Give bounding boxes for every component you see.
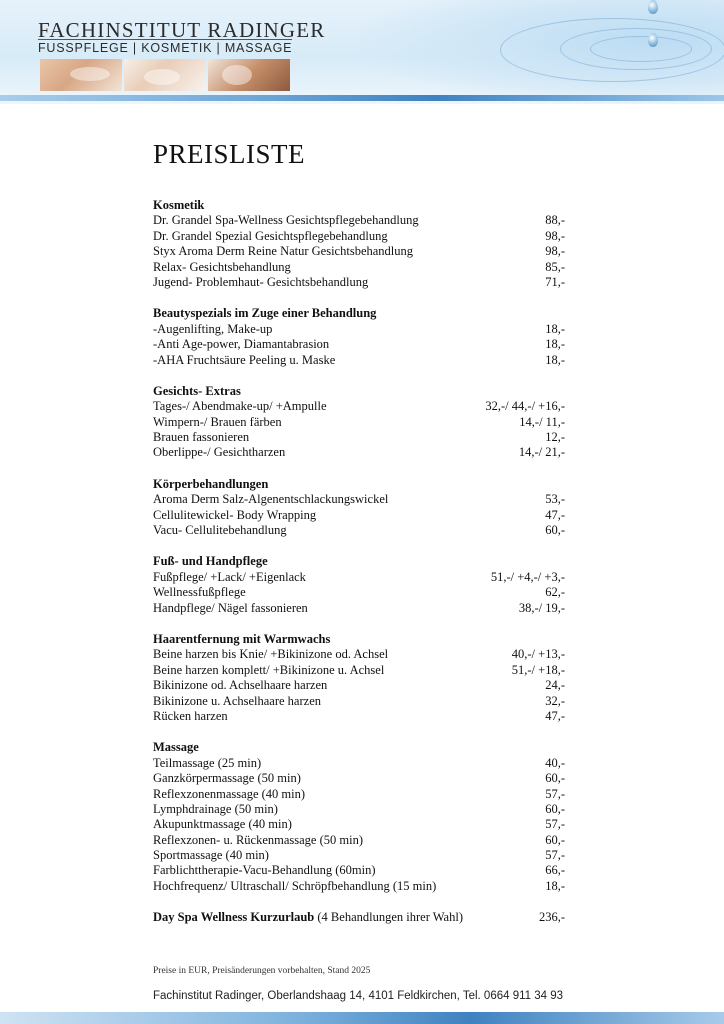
treatment-label: Bikinizone od. Achselhaare harzen xyxy=(153,678,328,693)
treatment-price: 32,-/ 44,-/ +16,- xyxy=(485,399,565,414)
treatment-price: 60,- xyxy=(545,771,565,786)
treatment-price: 18,- xyxy=(545,337,565,352)
water-ripple xyxy=(500,18,724,82)
price-section xyxy=(153,554,565,616)
treatment-price: 38,-/ 19,- xyxy=(518,600,565,615)
header-blue-band xyxy=(0,95,724,101)
footer-blue-band xyxy=(0,1012,724,1024)
treatment-label: -Anti Age-power, Diamantabrasion xyxy=(153,337,330,352)
section-heading: Beautyspezials im Zuge einer Behandlung xyxy=(153,306,377,321)
price-row xyxy=(153,663,565,678)
treatment-price: 66,- xyxy=(545,863,565,878)
brand-title: FACHINSTITUT RADINGER xyxy=(38,18,326,42)
price-row xyxy=(153,709,565,724)
price-row xyxy=(153,523,565,538)
treatment-price: 18,- xyxy=(545,352,565,367)
treatment-label: Beine harzen komplett/ +Bikinizone u. Achsel xyxy=(153,662,385,677)
price-row xyxy=(153,353,565,368)
day-spa-row xyxy=(153,910,565,925)
price-row xyxy=(153,771,565,786)
treatment-label: Handpflege/ Nägel fassonieren xyxy=(153,600,308,615)
treatment-label: Cellulitewickel- Body Wrapping xyxy=(153,507,317,522)
treatment-price: 14,-/ 11,- xyxy=(519,414,565,429)
price-row xyxy=(153,863,565,878)
section-heading: Kosmetik xyxy=(153,198,205,212)
header-banner xyxy=(0,0,724,104)
treatment-label: Bikinizone u. Achselhaare harzen xyxy=(153,693,321,708)
price-row xyxy=(153,213,565,228)
section-heading: Haarentfernung mit Warmwachs xyxy=(153,631,331,646)
price-row xyxy=(153,337,565,352)
treatment-label: Sportmassage (40 min) xyxy=(153,848,269,863)
price-row xyxy=(153,260,565,275)
price-row xyxy=(153,508,565,523)
treatment-price: 24,- xyxy=(545,678,565,693)
treatment-label: Fußpflege/ +Lack/ +Eigenlack xyxy=(153,569,306,584)
treatment-label: -Augenlifting, Make-up xyxy=(153,321,273,336)
treatment-price: 62,- xyxy=(545,585,565,600)
water-drop-icon xyxy=(648,0,658,14)
treatment-label: Tages-/ Abendmake-up/ +Ampulle xyxy=(153,399,327,414)
treatment-price: 18,- xyxy=(545,321,565,336)
facial-treatment-photo xyxy=(124,59,206,91)
treatment-price: 60,- xyxy=(545,832,565,847)
treatment-price: 57,- xyxy=(545,848,565,863)
treatment-price: 98,- xyxy=(545,244,565,259)
day-spa-description: (4 Behandlungen ihrer Wahl) xyxy=(314,910,463,925)
page-title: PREISLISTE xyxy=(153,139,306,169)
price-section xyxy=(153,306,565,368)
treatment-label: Styx Aroma Derm Reine Natur Gesichtsbehandlung xyxy=(153,244,414,259)
section-heading: Massage xyxy=(153,740,199,755)
price-row xyxy=(153,399,565,414)
price-row xyxy=(153,229,565,244)
contact-address: Fachinstitut Radinger, Oberlandshaag 14, 4101 Feldkirchen, Tel. 0664 911 34 93 xyxy=(153,990,564,1002)
day-spa-price: 236,- xyxy=(538,910,565,925)
treatment-price: 98,- xyxy=(545,228,565,243)
treatment-price: 57,- xyxy=(545,786,565,801)
treatment-price: 85,- xyxy=(545,259,565,274)
price-row xyxy=(153,802,565,817)
treatment-price: 51,-/ +18,- xyxy=(511,662,565,677)
treatment-price: 32,- xyxy=(545,693,565,708)
treatment-label: Farblichttherapie-Vacu-Behandlung (60min) xyxy=(153,863,376,878)
treatment-price: 60,- xyxy=(545,523,565,538)
treatment-label: Teilmassage (25 min) xyxy=(153,755,262,770)
price-row xyxy=(153,585,565,600)
price-list xyxy=(153,198,565,926)
treatment-price: 51,-/ +4,-/ +3,- xyxy=(490,569,565,584)
treatment-label: Relax- Gesichtsbehandlung xyxy=(153,259,291,274)
treatment-label: Dr. Grandel Spezial Gesichtspflegebehandlung xyxy=(153,228,388,243)
treatment-price: 71,- xyxy=(545,274,565,289)
treatment-label: Akupunktmassage (40 min) xyxy=(153,817,292,832)
price-footnote: Preise in EUR, Preisänderungen vorbehalten, Stand 2025 xyxy=(153,966,371,976)
price-row xyxy=(153,879,565,894)
treatment-label: Ganzkörpermassage (50 min) xyxy=(153,771,301,786)
treatment-price: 40,-/ +13,- xyxy=(511,647,565,662)
price-section xyxy=(153,740,565,894)
treatment-label: Dr. Grandel Spa-Wellness Gesichtspflegebehandlung xyxy=(153,213,419,228)
treatment-price: 47,- xyxy=(545,507,565,522)
treatment-price: 53,- xyxy=(545,492,565,507)
treatment-price: 40,- xyxy=(545,755,565,770)
price-row xyxy=(153,244,565,259)
price-row xyxy=(153,647,565,662)
treatment-price: 60,- xyxy=(545,801,565,816)
massage-photo xyxy=(208,59,290,91)
treatment-label: Reflexzonenmassage (40 min) xyxy=(153,786,306,801)
treatment-label: Beine harzen bis Knie/ +Bikinizone od. Achsel xyxy=(153,647,389,662)
treatment-price: 12,- xyxy=(545,430,565,445)
treatment-label: Hochfrequenz/ Ultraschall/ Schröpfbehandlung (15 min) xyxy=(153,878,437,893)
treatment-price: 14,-/ 21,- xyxy=(518,445,565,460)
price-row xyxy=(153,275,565,290)
section-heading: Fuß- und Handpflege xyxy=(153,554,268,569)
day-spa-label xyxy=(153,910,463,925)
water-drop-icon xyxy=(648,33,658,47)
treatment-label: Lymphdrainage (50 min) xyxy=(153,801,278,816)
treatment-label: Oberlippe-/ Gesichtharzen xyxy=(153,445,286,460)
price-section xyxy=(153,632,565,724)
price-row xyxy=(153,570,565,585)
treatment-price: 88,- xyxy=(545,213,565,228)
price-row xyxy=(153,322,565,337)
section-heading: Gesichts- Extras xyxy=(153,383,241,398)
price-row xyxy=(153,678,565,693)
treatment-price: 18,- xyxy=(545,878,565,893)
price-row xyxy=(153,694,565,709)
header-photo-strip xyxy=(40,59,290,91)
treatment-label: Jugend- Problemhaut- Gesichtsbehandlung xyxy=(153,274,369,289)
price-row xyxy=(153,756,565,771)
price-row xyxy=(153,833,565,848)
section-heading: Körperbehandlungen xyxy=(153,476,269,491)
price-section xyxy=(153,477,565,539)
treatment-price: 57,- xyxy=(545,817,565,832)
price-row xyxy=(153,601,565,616)
price-row xyxy=(153,445,565,460)
treatment-label: Aroma Derm Salz-Algenentschlackungswickel xyxy=(153,492,389,507)
price-row xyxy=(153,430,565,445)
treatment-label: Reflexzonen- u. Rückenmassage (50 min) xyxy=(153,832,364,847)
price-row xyxy=(153,817,565,832)
price-row xyxy=(153,492,565,507)
treatment-price: 47,- xyxy=(545,708,565,723)
treatment-label: -AHA Fruchtsäure Peeling u. Maske xyxy=(153,352,336,367)
treatment-label: Rücken harzen xyxy=(153,708,228,723)
treatment-label: Brauen fassonieren xyxy=(153,430,250,445)
price-row xyxy=(153,787,565,802)
brand-subtitle: FUSSPFLEGE | KOSMETIK | MASSAGE xyxy=(38,41,293,55)
treatment-label: Wimpern-/ Brauen färben xyxy=(153,414,282,429)
treatment-label: Wellnessfußpflege xyxy=(153,585,246,600)
day-spa-title: Day Spa Wellness Kurzurlaub xyxy=(153,910,315,925)
price-row xyxy=(153,415,565,430)
price-row xyxy=(153,848,565,863)
foot-care-photo xyxy=(40,59,122,91)
treatment-label: Vacu- Cellulitebehandlung xyxy=(153,523,287,538)
price-section xyxy=(153,384,565,461)
price-section xyxy=(153,198,565,290)
